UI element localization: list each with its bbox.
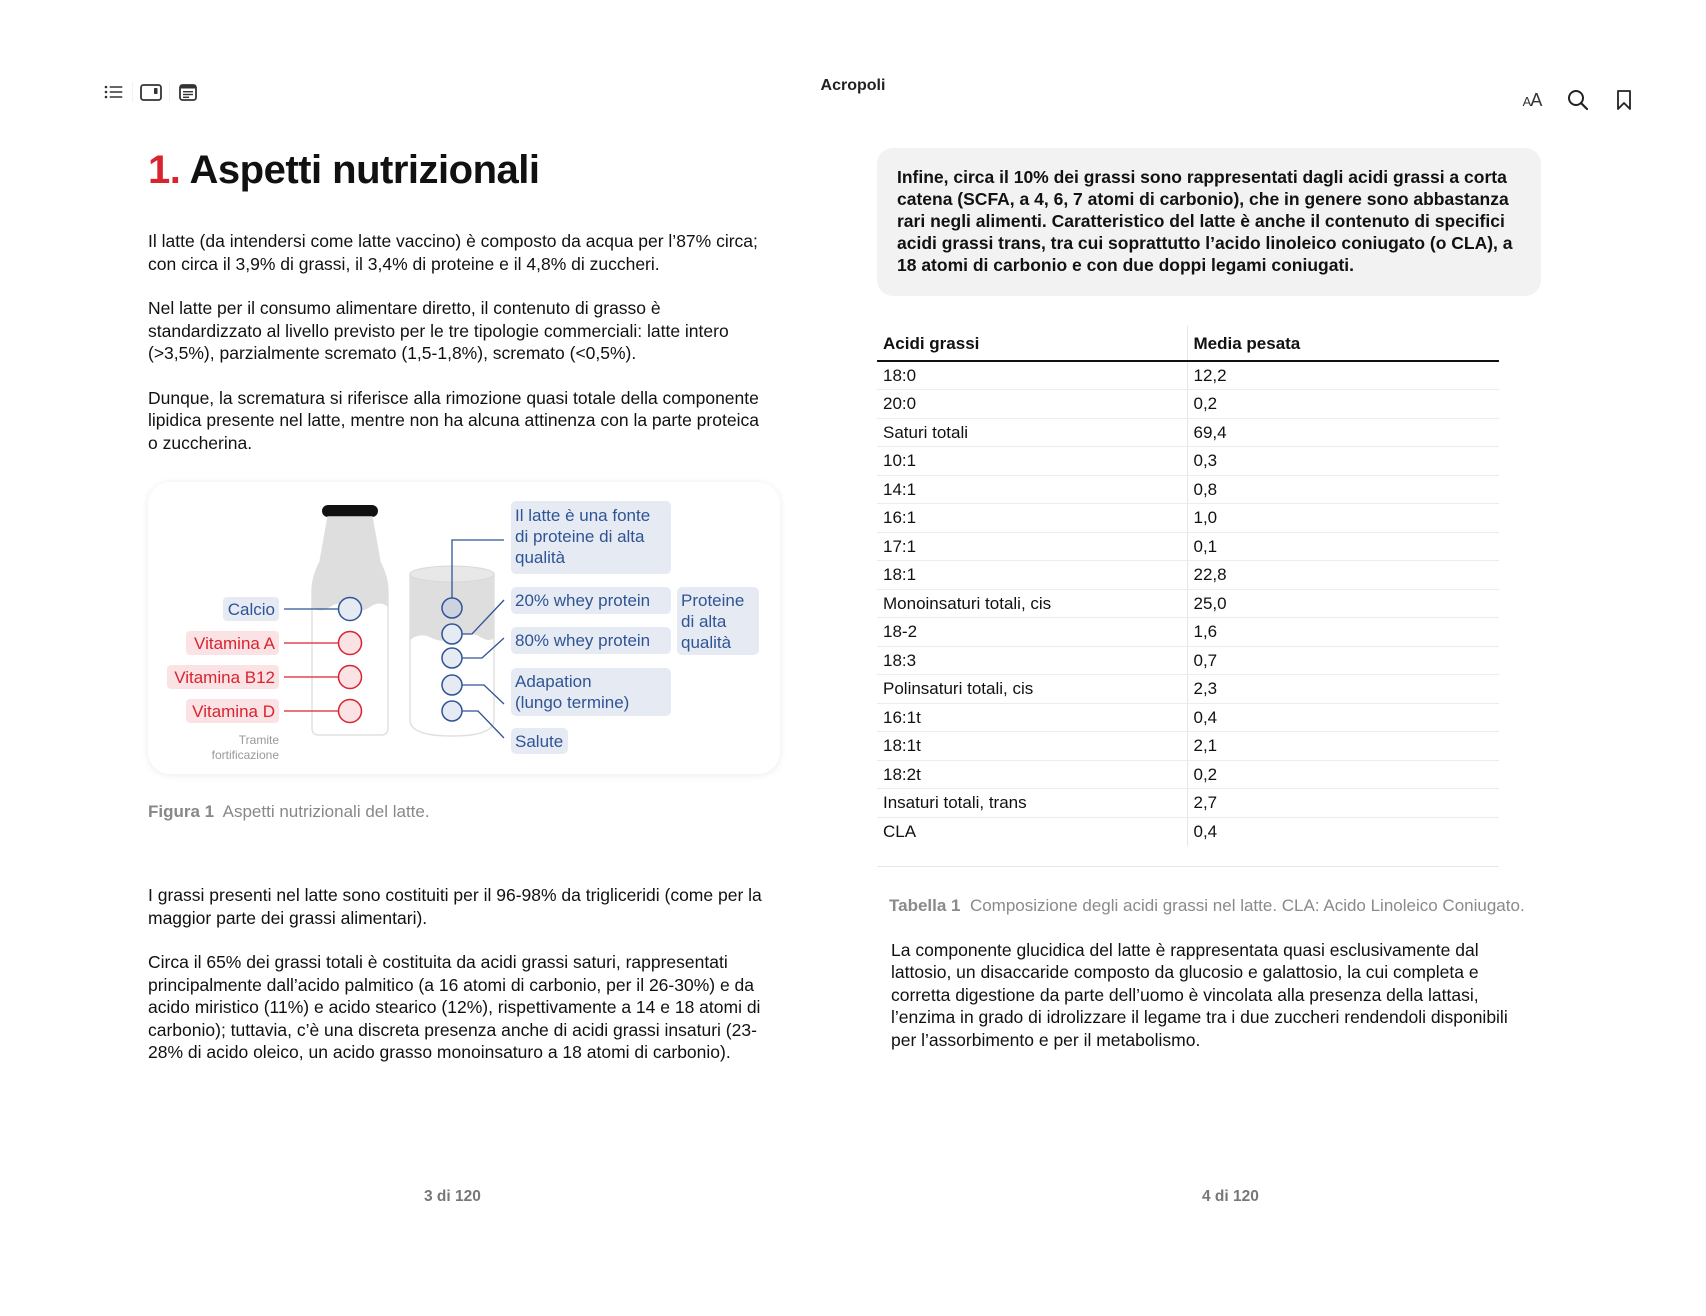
weighted-average: 0,2 [1187,760,1499,789]
svg-text:qualità: qualità [681,633,732,652]
paragraph: Dunque, la scrematura si riferisce alla rimozione quasi totale della componente lipidica presente nel latte, mentre non ha alcuna attinenza con la parte proteica o zuccherina. [148,387,759,453]
weighted-average: 69,4 [1187,418,1499,447]
svg-text:80% whey protein: 80% whey protein [515,631,651,650]
table-row [877,646,1499,675]
book-title: Acropoli [820,77,886,94]
fatty-acids-table [877,326,1499,846]
right-page [877,148,1557,1051]
svg-text:di alta: di alta [681,612,727,631]
svg-text:Vitamina A: Vitamina A [194,634,275,653]
column-header: Media pesata [1187,326,1499,361]
table-row [877,703,1499,732]
fatty-acid-name: 17:1 [877,532,1187,561]
chapter-title: Aspetti nutrizionali [189,148,540,192]
toolbar-right [1520,88,1636,112]
svg-text:Tramite: Tramite [238,733,279,747]
weighted-average: 12,2 [1187,361,1499,390]
search-button[interactable] [1566,88,1590,112]
fatty-acid-name: 10:1 [877,447,1187,476]
weighted-average: 0,3 [1187,447,1499,476]
text-size-icon: AA [1522,89,1542,110]
chapter-heading [148,146,768,194]
weighted-average: 2,3 [1187,675,1499,704]
weighted-average: 2,7 [1187,789,1499,818]
fatty-acid-name: 18:1 [877,561,1187,590]
svg-text:di proteine di alta: di proteine di alta [515,527,645,546]
table-row [877,789,1499,818]
table-header-row [877,326,1499,361]
table-row [877,361,1499,390]
table-row [877,475,1499,504]
paragraph: La componente glucidica del latte è rappresentata quasi esclusivamente dal lattosio, un disaccaride composto da glucosio e galattosio, la cui completa e corretta digestione da parte dell’uomo è vincolata alla presenza della lattasi, l’enzima in grado di idrolizzare il legame tra i due zuccheri rendendoli disponibili per l’assorbimento e per il metabolismo. [891,939,1508,1050]
figure-caption-text: Aspetti nutrizionali del latte. [222,802,430,821]
figure-nutrition-diagram[interactable] [148,482,780,774]
table-caption-text: Composizione degli acidi grassi nel latte. CLA: Acido Linoleico Coniugato. [969,895,1525,915]
table-row [877,561,1499,590]
fatty-acid-name: 16:1t [877,703,1187,732]
table-divider [877,866,1499,867]
table-row [877,589,1499,618]
milk-diagram [148,482,780,774]
svg-text:Vitamina B12: Vitamina B12 [174,668,275,687]
fatty-acid-name: 18:0 [877,361,1187,390]
bookmark-icon [1616,89,1632,111]
fatty-acid-name: Insaturi totali, trans [877,789,1187,818]
table-row [877,760,1499,789]
table-row [877,447,1499,476]
fatty-acid-name: 18:3 [877,646,1187,675]
table-row [877,817,1499,846]
figure-caption [148,802,768,822]
fatty-acid-name: Monoinsaturi totali, cis [877,589,1187,618]
svg-text:Proteine: Proteine [681,591,745,610]
highlight-box [877,148,1541,296]
search-icon [1567,89,1589,111]
svg-text:Adapation: Adapation [515,672,592,691]
fatty-acid-name: 18-2 [877,618,1187,647]
fatty-acid-name: CLA [877,817,1187,846]
highlight-text: Infine, circa il 10% dei grassi sono rappresentati dagli acidi grassi a corta catena (SCFA, a 4, 6, 7 atomi di carbonio), che in genere sono abbastanza rari negli alimenti. Caratteristico del latte è anche il contenuto di specifici acidi grassi trans, tra cui soprattutto l’acido linoleico coniugato (o CLA), a 18 atomi di carbonio e con due doppi legami coniugati. [897,167,1513,275]
figure-caption-label: Figura 1 [148,802,215,821]
weighted-average: 1,0 [1187,504,1499,533]
chapter-number: 1. [148,148,181,192]
left-page [148,146,768,1064]
svg-text:Calcio: Calcio [227,600,275,619]
weighted-average: 0,7 [1187,646,1499,675]
table-row [877,390,1499,419]
weighted-average: 0,2 [1187,390,1499,419]
page-number-right: 4 di 120 [1202,1188,1259,1205]
svg-text:(lungo termine): (lungo termine) [515,693,630,712]
weighted-average: 0,4 [1187,703,1499,732]
table-row [877,504,1499,533]
table-row [877,532,1499,561]
weighted-average: 25,0 [1187,589,1499,618]
fatty-acid-name: Polinsaturi totali, cis [877,675,1187,704]
weighted-average: 0,4 [1193,822,1218,841]
fatty-acid-name: 18:1t [877,732,1187,761]
svg-text:fortificazione: fortificazione [211,748,279,762]
weighted-average: 2,1 [1187,732,1499,761]
weighted-average: 0,1 [1187,532,1499,561]
paragraph: Il latte (da intendersi come latte vaccino) è composto da acqua per l’87% circa; con circa il 3,9% di grassi, il 3,4% di proteine e il 4,8% di zuccheri. [148,231,758,274]
svg-text:Salute: Salute [515,732,564,751]
paragraph: I grassi presenti nel latte sono costituiti per il 96-98% da trigliceridi (come per la maggior parte dei grassi alimentari). [148,885,762,928]
fatty-acid-name: 18:2t [877,760,1187,789]
fatty-acid-name: 16:1 [877,504,1187,533]
table-caption [877,895,1537,917]
table-row [877,675,1499,704]
fatty-acid-name: 20:0 [877,390,1187,419]
table-row [877,732,1499,761]
weighted-average: 22,8 [1187,561,1499,590]
weighted-average: 0,8 [1187,475,1499,504]
svg-text:Il latte è una fonte: Il latte è una fonte [515,506,651,525]
column-header: Acidi grassi [877,326,1187,361]
paragraph: Circa il 65% dei grassi totali è costituita da acidi grassi saturi, rappresentati principalmente dall’acido palmitico (a 16 atomi di carbonio, per il 26-30%) e da acido miristico (11%) e acido stearico (12%), rispettivamente a 14 e 18 atomi di carbonio); tuttavia, c’è una discreta presenza anche di acidi grassi insaturi (23-28% di acido oleico, un acido grasso monoinsaturo a 18 atomi di carbonio). [148,952,761,1062]
weighted-average: 1,6 [1187,618,1499,647]
table-caption-label: Tabella 1 [889,895,961,915]
svg-text:20% whey protein: 20% whey protein [515,591,651,610]
paragraph: Nel latte per il consumo alimentare diretto, il contenuto di grasso è standardizzato al livello previsto per le tre tipologie commerciali: latte intero (>3,5%), parzialmente scremato (1,5-1,8%), scremato (<0,5%). [148,298,729,363]
fatty-acid-name: Saturi totali [877,418,1187,447]
fatty-acid-name: 14:1 [877,475,1187,504]
svg-text:Vitamina D: Vitamina D [192,702,275,721]
page-number-left: 3 di 120 [424,1188,481,1205]
svg-text:qualità: qualità [515,548,566,567]
bookmark-button[interactable] [1612,88,1636,112]
table-row [877,418,1499,447]
text-size-button[interactable] [1520,88,1544,112]
table-row [877,618,1499,647]
